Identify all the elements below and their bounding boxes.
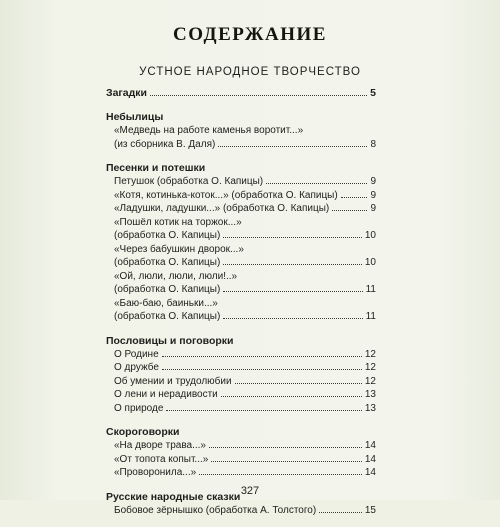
entry-title-line: «Ой, люли, люли, люли!..» (114, 270, 238, 282)
toc-section (106, 161, 376, 324)
section-title-label: Пословицы и поговорки (106, 334, 234, 347)
toc-section (106, 425, 376, 480)
section-title-label: Загадки (106, 87, 148, 99)
section-title-label: Скороговорки (106, 426, 180, 438)
toc-entry (106, 216, 376, 243)
section-title (106, 425, 376, 439)
entry-title-line (114, 256, 376, 270)
dot-leader (319, 512, 362, 513)
dot-leader (162, 356, 362, 357)
toc-section (106, 110, 376, 151)
entry-title: «Ладушки, ладушки...» (обработка О. Капицы) (114, 203, 330, 214)
dot-leader (150, 95, 367, 96)
entry-title-line: «Пошёл котик на торжок...» (114, 216, 242, 228)
entry-page-number: 13 (364, 389, 376, 400)
section-title (106, 334, 376, 348)
entry-title: О природе (114, 402, 164, 414)
entry-page-number: 10 (364, 230, 376, 241)
table-of-contents (106, 84, 376, 527)
dot-leader (223, 237, 362, 238)
section-title (106, 161, 376, 175)
entry-title: «От топота копыт...» (114, 453, 209, 465)
entry-title: «Котя, котинька-коток...» (обработка О. Капицы) (114, 189, 338, 201)
entry-page-number: 12 (364, 348, 376, 360)
dot-leader (223, 264, 362, 265)
toc-entry (106, 453, 376, 467)
section-title (106, 110, 376, 124)
entry-subtitle: (из сборника В. Даля) (114, 138, 216, 150)
toc-entry (106, 175, 376, 189)
entry-page-number: 14 (364, 467, 376, 478)
dot-leader (199, 474, 362, 475)
dot-leader (211, 461, 362, 462)
entry-page-number: 11 (365, 311, 376, 322)
toc-entry (106, 361, 376, 375)
entry-subtitle: (обработка О. Капицы) (114, 284, 221, 295)
entry-page-number: 13 (364, 402, 376, 414)
entry-page-number: 12 (364, 362, 376, 373)
entry-title: Бобовое зёрнышко (обработка А. Толстого) (114, 504, 317, 516)
toc-entry (106, 189, 376, 203)
entry-title-line: «Медведь на работе каменья воротит...» (114, 125, 304, 136)
entry-subtitle: (обработка О. Капицы) (114, 230, 221, 241)
entry-title-line: «Через бабушкин дворок...» (114, 243, 244, 255)
section-title (106, 86, 376, 100)
entry-title: О Родине (114, 348, 159, 360)
toc-entry (106, 297, 376, 324)
section-title-label: Небылицы (106, 111, 164, 123)
entry-title: «Проворонила...» (114, 467, 197, 478)
toc-entry (106, 466, 376, 480)
entry-subtitle: (обработка О. Капицы) (114, 311, 221, 322)
page-number: 327 (240, 485, 260, 497)
entry-title-line (114, 310, 376, 324)
entry-page-number: 8 (370, 138, 376, 150)
entry-page-number: 9 (370, 176, 376, 187)
entry-page-number: 15 (364, 504, 376, 516)
entry-page-number: 14 (364, 440, 376, 451)
dot-leader (341, 197, 368, 198)
dot-leader (266, 183, 367, 184)
toc-entry (106, 202, 376, 216)
section-page-number: 5 (370, 87, 376, 99)
toc-entry (106, 504, 376, 518)
entry-title-line (114, 283, 376, 297)
entry-page-number: 10 (364, 257, 376, 268)
dot-leader (209, 447, 362, 448)
toc-entry (106, 402, 376, 416)
toc-entry (106, 388, 376, 402)
toc-section (106, 334, 376, 416)
entry-title: «На дворе трава...» (114, 440, 206, 451)
dot-leader (332, 210, 367, 211)
entry-page-number: 9 (370, 189, 376, 201)
entry-page-number: 12 (364, 375, 376, 387)
toc-entry (106, 270, 376, 297)
toc-entry (106, 439, 376, 453)
entry-title: О дружбе (114, 362, 159, 373)
part-title: УСТНОЕ НАРОДНОЕ ТВОРЧЕСТВО (139, 66, 361, 78)
entry-title: Об умении и трудолюбии (114, 375, 232, 387)
entry-page-number: 11 (365, 284, 376, 295)
entry-subtitle: (обработка О. Капицы) (114, 257, 221, 268)
entry-title-line (114, 229, 376, 243)
dot-leader (223, 291, 362, 292)
entry-page-number: 9 (370, 203, 376, 214)
toc-section (106, 86, 376, 100)
toc-entry (106, 243, 376, 270)
entry-page-number: 14 (364, 453, 376, 465)
dot-leader (162, 369, 362, 370)
section-title-label: Русские народные сказки (106, 490, 241, 503)
toc-entry (106, 375, 376, 389)
entry-title-line (114, 138, 376, 152)
toc-entry (106, 348, 376, 362)
dot-leader (218, 146, 367, 147)
dot-leader (221, 396, 362, 397)
page-title: СОДЕРЖАНИЕ (173, 24, 327, 45)
dot-leader (223, 318, 362, 319)
section-title-label: Песенки и потешки (106, 162, 206, 174)
dot-leader (166, 410, 361, 411)
toc-entry (106, 124, 376, 151)
dot-leader (235, 383, 362, 384)
entry-title: О лени и нерадивости (114, 389, 218, 400)
entry-title: Петушок (обработка О. Капицы) (114, 176, 264, 187)
entry-title-line: «Баю-баю, баиньки...» (114, 297, 218, 309)
